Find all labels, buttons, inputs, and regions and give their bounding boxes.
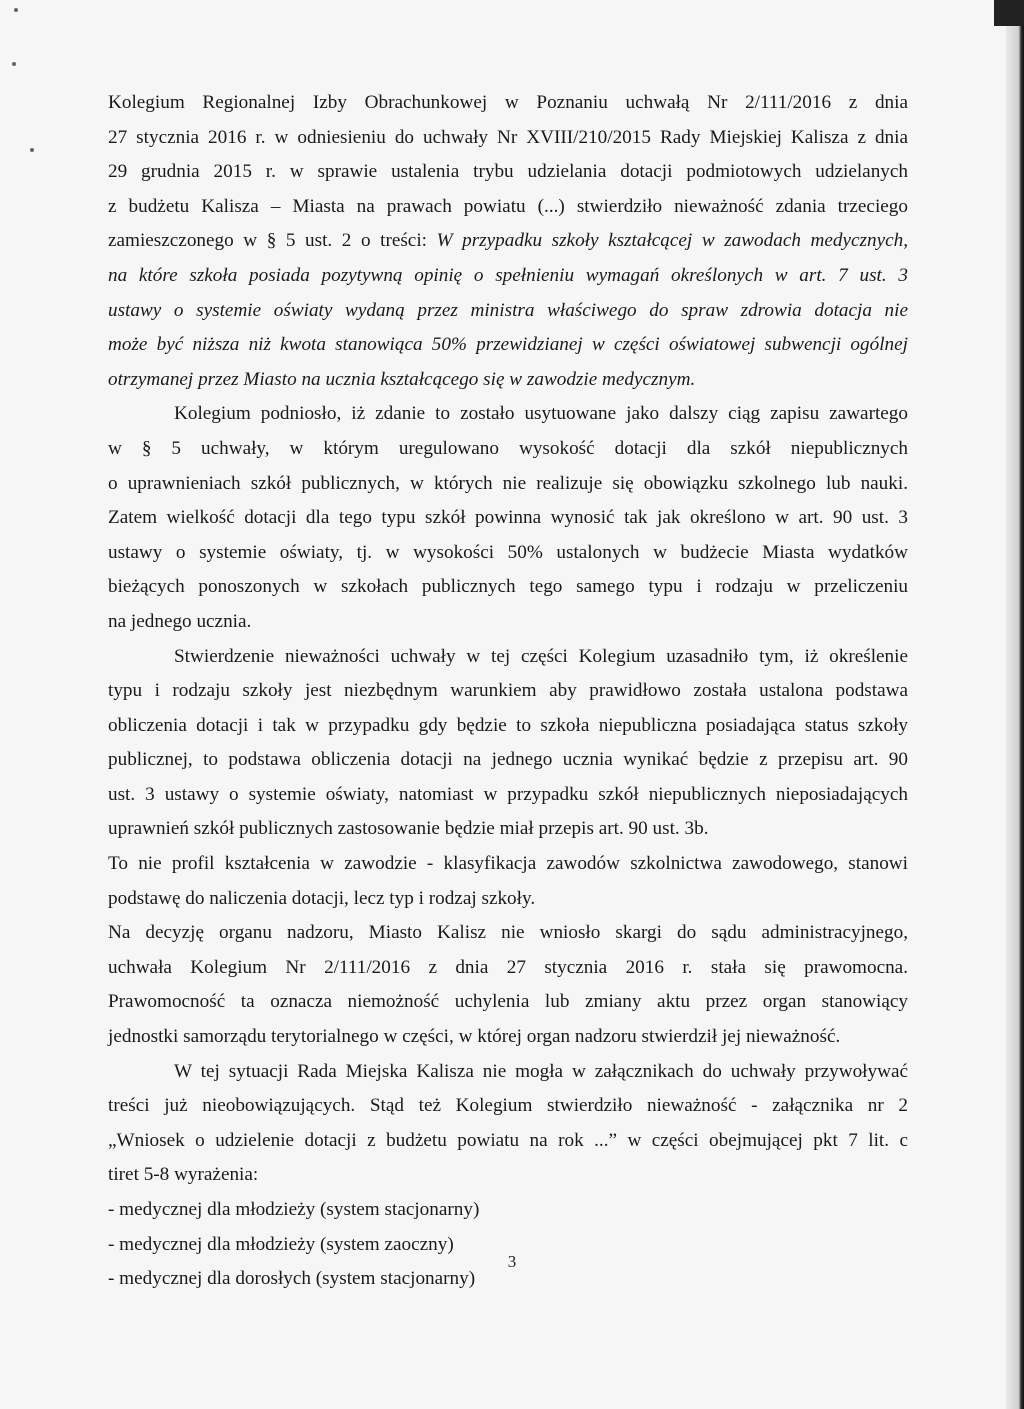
scan-corner xyxy=(994,0,1024,26)
text-span: obliczenia dotacji i tak w przypadku gdy będzie to szkoła niepubliczna posiadająca status szkoły xyxy=(108,714,908,736)
italic-quote: ustawy o systemie oświaty wydaną przez ministra właściwego do spraw zdrowia dotacja nie xyxy=(108,299,908,321)
scan-speck xyxy=(12,62,16,66)
text-span: W tej sytuacji Rada Miejska Kalisza nie mogła w załącznikach do uchwały przywoływać xyxy=(174,1060,908,1082)
text-line xyxy=(108,674,908,709)
text-span: publicznej, to podstawa obliczenia dotacji na jednego ucznia wynikać będzie z przepisu art. 90 xyxy=(108,749,908,771)
text-span: Stwierdzenie nieważności uchwały w tej części Kolegium uzasadniło tym, iż określenie xyxy=(174,645,908,667)
text-line xyxy=(108,882,908,917)
text-span: uprawnień szkół publicznych zastosowanie będzie miał przepis art. 90 ust. 3b. xyxy=(108,818,709,840)
text-span: o uprawnieniach szkół publicznych, w których nie realizuje się obowiązku szkolnego lub nauki. xyxy=(108,472,908,494)
text-line xyxy=(108,570,908,605)
text-span: uchwała Kolegium Nr 2/111/2016 z dnia 27 stycznia 2016 r. stała się prawomocna. xyxy=(108,956,908,978)
text-line xyxy=(108,397,908,432)
text-span: Kolegium podniosło, iż zdanie to zostało usytuowane jako dalszy ciąg zapisu zawartego xyxy=(174,403,908,425)
text-line xyxy=(108,605,908,640)
text-span: Zatem wielkość dotacji dla tego typu szkół powinna wynosić tak jak określono w art. 90 ust. 3 xyxy=(108,507,908,529)
text-span: typu i rodzaju szkoły jest niezbędnym warunkiem aby prawidłowo została ustalona podstawa xyxy=(108,680,908,702)
text-span: ust. 3 ustawy o systemie oświaty, natomiast w przypadku szkół niepublicznych nieposiadających xyxy=(108,783,908,805)
page-number: 3 xyxy=(507,1252,517,1271)
italic-quote: W przypadku szkoły kształcącej w zawodach medycznych, xyxy=(436,230,908,252)
text-span: Prawomocność ta oznacza niemożność uchylenia lub zmiany aktu przez organ stanowiący xyxy=(108,991,908,1013)
text-line xyxy=(108,916,908,951)
text-span: na jednego ucznia. xyxy=(108,610,252,632)
text-span: tiret 5-8 wyrażenia: xyxy=(108,1164,259,1186)
text-line xyxy=(108,501,908,536)
text-span: 29 grudnia 2015 r. w sprawie ustalenia trybu udzielania dotacji podmiotowych udzielanych xyxy=(108,161,908,183)
text-line xyxy=(108,190,908,225)
text-line xyxy=(108,743,908,778)
document-body xyxy=(108,86,908,1297)
text-line xyxy=(108,86,908,121)
text-line xyxy=(108,847,908,882)
text-line xyxy=(108,1089,908,1124)
text-line xyxy=(108,432,908,467)
text-line xyxy=(108,1055,908,1090)
text-line xyxy=(108,363,908,398)
text-span: To nie profil kształcenia w zawodzie - klasyfikacja zawodów szkolnictwa zawodowego, stanowi xyxy=(108,853,908,875)
scan-edge xyxy=(1006,0,1024,1409)
text-span: - medycznej dla dorosłych (system stacjonarny) xyxy=(108,1268,476,1290)
text-span: - medycznej dla młodzieży (system zaoczny) xyxy=(108,1233,454,1255)
text-line xyxy=(108,1193,908,1228)
text-line xyxy=(108,985,908,1020)
text-span: 27 stycznia 2016 r. w odniesieniu do uchwały Nr XVIII/210/2015 Rady Miejskiej Kalisza z dnia xyxy=(108,126,908,148)
text-line xyxy=(108,1124,908,1159)
text-span: podstawę do naliczenia dotacji, lecz typ i rodzaj szkoły. xyxy=(108,887,536,909)
text-line xyxy=(108,328,908,363)
text-line xyxy=(108,709,908,744)
text-line xyxy=(108,640,908,675)
text-line xyxy=(108,224,908,259)
text-line xyxy=(108,812,908,847)
text-line xyxy=(108,467,908,502)
text-line xyxy=(108,1158,908,1193)
text-line xyxy=(108,121,908,156)
text-line xyxy=(108,294,908,329)
scan-speck xyxy=(30,148,34,152)
text-span: w § 5 uchwały, w którym uregulowano wysokość dotacji dla szkół niepublicznych xyxy=(108,437,908,459)
text-span: Kolegium Regionalnej Izby Obrachunkowej w Poznaniu uchwałą Nr 2/111/2016 z dnia xyxy=(108,92,908,113)
text-span: bieżących ponoszonych w szkołach publicznych tego samego typu i rodzaju w przeliczeniu xyxy=(108,576,908,598)
scan-speck xyxy=(14,8,18,12)
text-line xyxy=(108,259,908,294)
italic-quote: otrzymanej przez Miasto na ucznia kształcącego się w zawodzie medycznym. xyxy=(108,368,696,390)
text-span: - medycznej dla młodzieży (system stacjonarny) xyxy=(108,1199,480,1220)
text-line xyxy=(108,155,908,190)
text-line xyxy=(108,1020,908,1055)
text-line xyxy=(108,778,908,813)
text-span: zamieszczonego w § 5 ust. 2 o treści: xyxy=(108,230,437,252)
text-span: ustawy o systemie oświaty, tj. w wysokości 50% ustalonych w budżecie Miasta wydatków xyxy=(108,541,908,563)
text-span: treści już nieobowiązujących. Stąd też Kolegium stwierdziło nieważność - załącznika nr 2 xyxy=(108,1095,908,1117)
text-span: Na decyzję organu nadzoru, Miasto Kalisz nie wniosło skargi do sądu administracyjnego, xyxy=(108,922,908,944)
italic-quote: na które szkoła posiada pozytywną opinię o spełnieniu wymagań określonych w art. 7 ust. 3 xyxy=(108,264,908,286)
text-span: z budżetu Kalisza – Miasta na prawach powiatu (...) stwierdziło nieważność zdania trzeciego xyxy=(108,195,908,217)
text-line xyxy=(108,951,908,986)
text-span: „Wniosek o udzielenie dotacji z budżetu powiatu na rok ...” w części obejmującej pkt 7 lit. c xyxy=(108,1129,908,1151)
text-span: jednostki samorządu terytorialnego w części, w której organ nadzoru stwierdził jej nieważność. xyxy=(108,1026,841,1048)
text-line xyxy=(108,536,908,571)
italic-quote: może być niższa niż kwota stanowiąca 50% przewidzianej w części oświatowej subwencji ogólnej xyxy=(108,334,908,356)
